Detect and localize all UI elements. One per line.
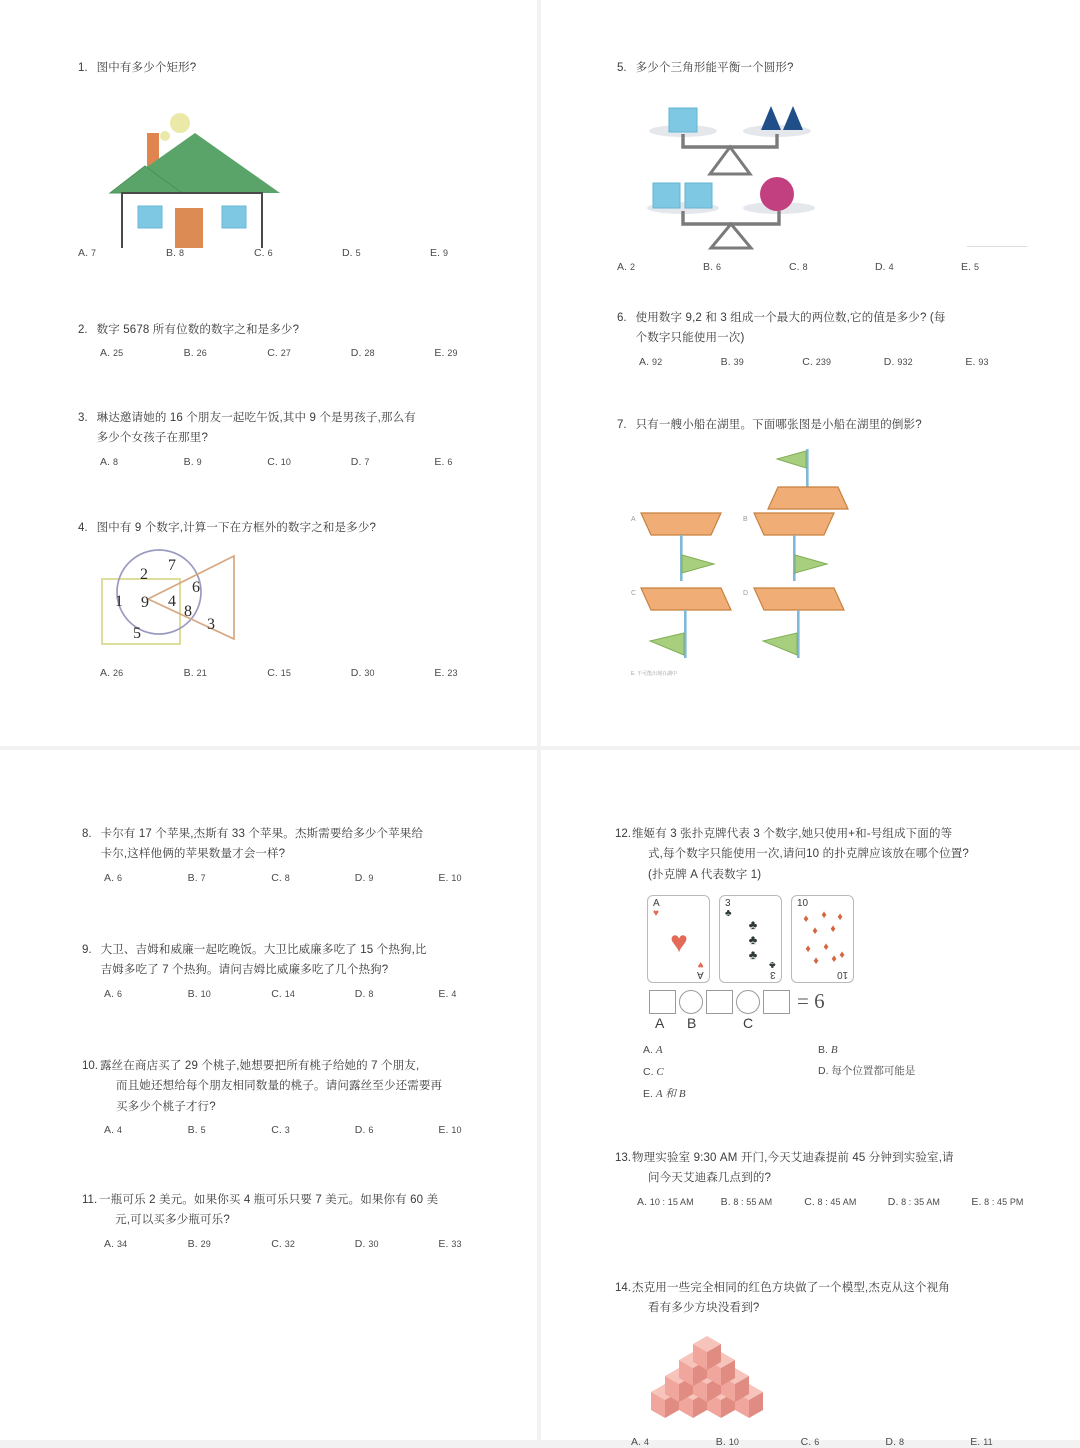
option-a[interactable]: A. 4 <box>104 1124 123 1137</box>
question-7-text: 只有一艘小船在湖里。下面哪张图是小船在湖里的倒影? <box>635 419 922 431</box>
svg-text:♦: ♦ <box>812 925 818 938</box>
question-4-number: 4. <box>78 522 88 534</box>
question-1 <box>78 58 518 259</box>
house-figure <box>100 88 518 253</box>
operator-circle-1[interactable] <box>679 990 703 1014</box>
question-3 <box>78 408 518 468</box>
option-c[interactable]: C. 6 <box>800 1435 820 1448</box>
question-7 <box>617 415 1057 677</box>
option-b[interactable]: B. 29 <box>187 1237 211 1250</box>
scan-artifact-line <box>967 246 1027 247</box>
question-5-options <box>617 261 1047 273</box>
option-e[interactable]: E. 4 <box>438 987 457 1000</box>
boat-options-illustration <box>611 443 1031 683</box>
option-a[interactable]: A. 8 <box>100 455 119 468</box>
question-4 <box>78 518 518 679</box>
venn-diagram-illustration <box>96 544 246 654</box>
svg-text:♦: ♦ <box>821 909 827 922</box>
option-d[interactable]: D. 8 <box>354 987 374 1000</box>
window-left-shape <box>138 206 162 228</box>
option-b[interactable]: B. 6 <box>703 261 722 274</box>
question-3-number: 3. <box>78 412 88 424</box>
card-rank-bottom: 10 <box>836 969 848 981</box>
question-8-number: 8. <box>82 828 92 840</box>
svg-text:♣: ♣ <box>748 932 758 948</box>
venn-number-1: 1 <box>115 593 123 611</box>
option-e[interactable]: E. 10 <box>438 1124 462 1137</box>
venn-figure <box>96 544 518 659</box>
playing-cards-figure <box>647 895 1055 1031</box>
card-ace-hearts[interactable] <box>647 895 710 983</box>
boat-reflection-figure <box>611 443 1057 688</box>
svg-text:♦: ♦ <box>839 949 845 962</box>
balance-scales-figure <box>643 90 1047 255</box>
question-11-text: 一瓶可乐 2 美元。如果你买 4 瓶可乐只要 7 美元。如果你有 60 美 元,可以买多少瓶可乐? <box>99 1194 439 1227</box>
square-weight-top <box>669 108 697 132</box>
option-a[interactable]: A. 25 <box>100 347 124 360</box>
option-c[interactable]: C. 6 <box>254 247 273 260</box>
square-weight-b1 <box>653 183 680 208</box>
boat-option-d[interactable] <box>754 588 844 658</box>
card-rank-top: 10 <box>797 898 809 910</box>
question-11 <box>82 1190 522 1250</box>
option-e[interactable]: E. 5 <box>961 261 980 274</box>
option-c[interactable]: C. 14 <box>271 987 295 1000</box>
option-e[interactable]: E. 33 <box>438 1237 462 1250</box>
venn-number-3: 3 <box>207 616 215 634</box>
question-8-options <box>82 872 522 884</box>
option-d[interactable]: D. 8 <box>885 1435 905 1448</box>
cube-pyramid-figure <box>645 1329 1055 1434</box>
option-b[interactable]: B. 26 <box>183 347 207 360</box>
svg-text:♦: ♦ <box>831 953 837 966</box>
page-2-right-column <box>541 750 1080 1448</box>
equation-slots <box>649 989 1055 1014</box>
question-8-text: 卡尔有 17 个苹果,杰斯有 33 个苹果。杰斯需要给多少个苹果给 卡尔,这样他俩的苹果数量才会一样? <box>100 828 424 861</box>
option-d[interactable]: D. 30 <box>350 667 375 680</box>
option-d[interactable]: D. 8 : 35 AM <box>887 1195 941 1208</box>
option-e[interactable]: E. 6 <box>434 455 453 468</box>
slot-label-b: B <box>687 1015 697 1032</box>
circle-weight <box>760 177 794 211</box>
option-b[interactable]: B. 8 : 55 AM <box>720 1195 773 1208</box>
venn-number-4: 4 <box>168 593 176 611</box>
boat-option-a[interactable] <box>641 513 721 581</box>
svg-text:♦: ♦ <box>803 913 809 926</box>
card-3-clubs[interactable] <box>719 895 782 983</box>
question-9-options <box>82 988 522 1000</box>
option-d[interactable]: D. 28 <box>350 347 375 360</box>
option-c[interactable]: C. 27 <box>267 347 291 360</box>
slot-box-2[interactable] <box>706 990 733 1014</box>
option-d[interactable]: D. 6 <box>354 1124 374 1137</box>
option-a[interactable]: A. A <box>643 1044 663 1057</box>
question-10-text: 露丝在商店买了 29 个桃子,她想要把所有桃子给她的 7 个朋友, 而且她还想给每个朋友相同数量的桃子。请问露丝至少还需要再 买多少个桃子才行? <box>100 1060 443 1113</box>
question-12 <box>615 824 1055 1105</box>
question-13-text: 物理实验室 9:30 AM 开门,今天艾迪森提前 45 分钟到实验室,请 问今天艾迪森几点到的? <box>632 1152 954 1185</box>
card-rank-top: A ♥ <box>653 898 660 920</box>
question-1-text: 图中有多少个矩形? <box>96 62 197 74</box>
question-8 <box>82 824 522 884</box>
question-3-text: 琳达邀请她的 16 个朋友一起吃午饭,其中 9 个是男孩子,那么有 多少个女孩子在那里? <box>96 412 416 445</box>
question-2-text: 数字 5678 所有位数的数字之和是多少? <box>96 324 300 336</box>
option-b[interactable]: B. 10 <box>715 1435 740 1448</box>
slot-box-3[interactable] <box>763 990 790 1014</box>
question-14 <box>615 1278 1055 1448</box>
option-b[interactable]: B. 5 <box>187 1124 206 1137</box>
question-3-options <box>78 456 518 468</box>
boat-label-d: D <box>743 590 749 598</box>
venn-number-9: 9 <box>141 594 149 612</box>
question-1-number: 1. <box>78 62 88 74</box>
question-7-number: 7. <box>617 419 627 431</box>
circle-region <box>117 550 201 634</box>
balance-illustration <box>643 90 843 250</box>
card-rank-top: 3 ♣ <box>725 898 732 920</box>
venn-number-6: 6 <box>192 579 200 597</box>
option-c[interactable]: C. 10 <box>267 455 291 468</box>
page-1-right-column <box>541 0 1080 746</box>
option-e[interactable]: E. 29 <box>434 347 458 360</box>
question-5-text: 多少个三角形能平衡一个圆形? <box>635 62 794 74</box>
question-9-text: 大卫、吉姆和威廉一起吃晚饭。大卫比威廉多吃了 15 个热狗,比 吉姆多吃了 7 个热狗。请问吉姆比威廉多吃了几个热狗? <box>100 944 427 977</box>
question-11-options <box>82 1238 522 1250</box>
option-d[interactable]: D. 4 <box>875 261 894 274</box>
boat-label-b: B <box>743 516 748 524</box>
option-c[interactable]: C. 3 <box>271 1124 290 1137</box>
question-6-text: 使用数字 9,2 和 3 组成一个最大的两位数,它的值是多少? (每 个数字只能使用一次) <box>635 312 946 345</box>
option-a[interactable]: A. 92 <box>639 355 663 368</box>
option-e[interactable]: E. 10 <box>438 871 462 884</box>
option-d[interactable]: D. 每个位置都可能是 <box>818 1065 916 1078</box>
question-11-number: 11. <box>82 1194 98 1206</box>
square-weight-b2 <box>685 183 712 208</box>
question-12-text: 维姬有 3 张扑克牌代表 3 个数字,她只使用+和-号组成下面的等 式,每个数字只能使用一次,请问10 的扑克牌应该放在哪个位置? (扑克牌 A 代表数字 1) <box>632 828 969 881</box>
option-d[interactable]: D. 5 <box>342 247 361 260</box>
option-e[interactable]: E. A 和 B <box>643 1088 686 1101</box>
option-b[interactable]: B. 10 <box>187 987 211 1000</box>
option-b[interactable]: B. 21 <box>183 667 207 680</box>
triangle-weight-1 <box>761 106 781 130</box>
svg-text:♦: ♦ <box>823 941 829 954</box>
option-c[interactable]: C. 15 <box>267 667 291 680</box>
smoke-large-icon <box>170 113 190 133</box>
option-b[interactable]: B. 8 <box>166 247 185 260</box>
card-row <box>647 895 1055 983</box>
question-2-options <box>78 347 518 359</box>
question-14-text: 杰克用一些完全相同的红色方块做了一个模型,杰克从这个视角 看有多少方块没看到? <box>632 1282 950 1315</box>
option-e[interactable]: E. 23 <box>434 667 458 680</box>
question-10 <box>82 1056 522 1136</box>
question-2 <box>78 320 518 359</box>
operator-circle-2[interactable] <box>736 990 760 1014</box>
option-a[interactable]: A. 6 <box>104 871 123 884</box>
option-c[interactable]: C. 32 <box>271 1237 295 1250</box>
card-rank-bottom: 3 ♣ <box>769 959 776 981</box>
question-5-number: 5. <box>617 62 627 74</box>
svg-text:♦: ♦ <box>837 911 843 924</box>
door-shape <box>175 208 203 248</box>
question-13-options <box>615 1196 1055 1208</box>
option-e[interactable]: E. 8 : 45 PM <box>971 1195 1024 1208</box>
card-rank-bottom: A ♥ <box>697 959 704 981</box>
question-9 <box>82 940 522 1000</box>
question-7-option-e[interactable]: E. 不可能出现在湖中 <box>631 671 678 678</box>
venn-number-5: 5 <box>133 625 141 643</box>
slot-label-c: C <box>743 1015 754 1032</box>
question-13-number: 13. <box>615 1152 631 1164</box>
venn-number-8: 8 <box>184 603 192 621</box>
triangle-weight-2 <box>783 106 803 130</box>
option-c[interactable]: C. 8 : 45 AM <box>804 1195 857 1208</box>
svg-text:♥: ♥ <box>670 926 688 960</box>
window-right-shape <box>222 206 246 228</box>
option-d[interactable]: D. 30 <box>354 1237 379 1250</box>
svg-text:♣: ♣ <box>748 917 758 933</box>
option-d[interactable]: D. 7 <box>350 455 370 468</box>
question-6-number: 6. <box>617 312 627 324</box>
scale-fulcrum-top <box>710 147 750 174</box>
boat-label-c: C <box>631 590 637 598</box>
equation-result: = 6 <box>797 989 825 1014</box>
option-a[interactable]: A. 4 <box>631 1435 650 1448</box>
option-d[interactable]: D. 932 <box>883 355 913 368</box>
option-a[interactable]: A. 7 <box>78 247 97 260</box>
venn-number-7: 7 <box>168 557 176 575</box>
svg-text:♣: ♣ <box>748 947 758 963</box>
option-b[interactable]: B. B <box>818 1044 838 1057</box>
question-14-number: 14. <box>615 1282 631 1294</box>
option-e[interactable]: E. 11 <box>970 1435 993 1448</box>
option-c[interactable]: C. C <box>643 1066 664 1079</box>
cube-pyramid-illustration <box>645 1329 795 1429</box>
option-a[interactable]: A. 26 <box>100 667 124 680</box>
venn-number-2: 2 <box>140 566 148 584</box>
boat-option-b[interactable] <box>754 449 848 581</box>
option-c[interactable]: C. 8 <box>789 261 808 274</box>
svg-text:♦: ♦ <box>830 923 836 936</box>
slot-labels <box>655 1015 1055 1031</box>
option-d[interactable]: D. 9 <box>354 871 374 884</box>
page-1-left-column <box>0 0 537 746</box>
slot-label-a: A <box>655 1015 665 1032</box>
question-12-number: 12. <box>615 828 631 840</box>
option-a[interactable]: A. 34 <box>104 1237 128 1250</box>
svg-text:♦: ♦ <box>813 955 819 968</box>
slot-box-1[interactable] <box>649 990 676 1014</box>
question-14-options <box>615 1436 1055 1448</box>
question-4-text: 图中有 9 个数字,计算一下在方框外的数字之和是多少? <box>96 522 377 534</box>
question-10-number: 10. <box>82 1060 98 1072</box>
scale-fulcrum-bottom <box>711 224 751 248</box>
page-2-left-column <box>0 750 537 1440</box>
card-10-diamonds[interactable] <box>791 895 854 983</box>
option-a[interactable]: A. 10 : 15 AM <box>637 1195 694 1208</box>
question-2-number: 2. <box>78 324 88 336</box>
option-a[interactable]: A. 6 <box>104 987 123 1000</box>
option-b[interactable]: B. 39 <box>720 355 744 368</box>
option-e[interactable]: E. 9 <box>430 247 449 260</box>
question-4-options <box>78 667 518 679</box>
house-illustration <box>100 88 300 248</box>
svg-text:♦: ♦ <box>805 943 811 956</box>
question-5 <box>617 58 1047 273</box>
question-10-options <box>82 1124 522 1136</box>
option-b[interactable]: B. 9 <box>183 455 202 468</box>
question-13 <box>615 1148 1055 1208</box>
boat-option-c[interactable] <box>641 588 731 658</box>
question-6-options <box>617 356 1047 368</box>
option-e[interactable]: E. 93 <box>965 355 989 368</box>
option-c[interactable]: C. 239 <box>802 355 832 368</box>
question-9-number: 9. <box>82 944 92 956</box>
smoke-small-icon <box>160 131 170 141</box>
option-b[interactable]: B. 7 <box>187 871 206 884</box>
question-6 <box>617 308 1047 368</box>
triangle-region <box>148 556 234 639</box>
option-a[interactable]: A. 2 <box>617 261 636 274</box>
question-12-options <box>643 1039 1055 1105</box>
boat-label-a: A <box>631 516 636 524</box>
option-c[interactable]: C. 8 <box>271 871 290 884</box>
